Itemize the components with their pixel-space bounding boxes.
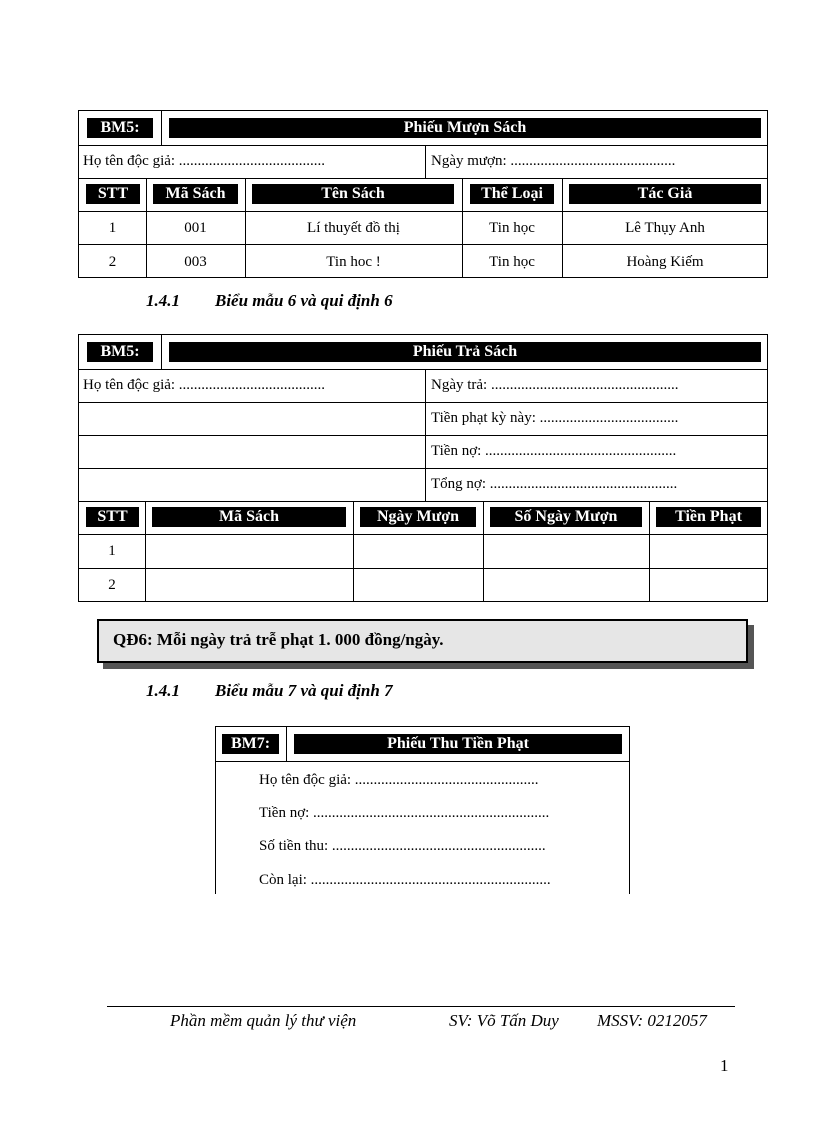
borrow-form-code: BM5: [87, 118, 153, 138]
table-cell: 001 [184, 220, 207, 236]
footer-software: Phần mềm quản lý thư viện [170, 1011, 357, 1030]
return-col-borrow-date: Ngày Mượn [360, 507, 476, 527]
fine-receipt-code: BM7: [222, 734, 279, 754]
return-form [78, 334, 768, 602]
section-heading-7-number: 1.4.1 [146, 681, 180, 700]
section-heading-7-text: Biểu mẫu 7 và qui định 7 [215, 681, 393, 700]
table-cell: Hoàng Kiếm [626, 254, 704, 270]
borrow-form [78, 110, 768, 278]
fine-receipt-title: Phiếu Thu Tiền Phạt [294, 734, 622, 754]
return-col-stt: STT [86, 507, 139, 527]
fine-reader-field[interactable]: Họ tên độc giả: ................................................. [259, 772, 539, 788]
borrow-col-author: Tác Giả [569, 184, 761, 204]
borrow-col-book-id: Mã Sách [153, 184, 238, 204]
rule-6-box: QĐ6: Mỗi ngày trả trễ phạt 1. 000 đồng/ngày. [97, 619, 748, 663]
return-col-fine: Tiền Phạt [656, 507, 761, 527]
return-form-code: BM5: [87, 342, 153, 362]
table-cell: 2 [108, 254, 117, 270]
table-cell: 2 [108, 577, 116, 593]
table-cell: 003 [184, 254, 207, 270]
return-col-borrow-days: Số Ngày Mượn [490, 507, 642, 527]
fine-debt-field[interactable]: Tiền nợ: ............................................................... [259, 805, 550, 821]
section-heading-6-text: Biểu mẫu 6 và qui định 6 [215, 291, 393, 310]
page-number: 1 [720, 1056, 729, 1075]
table-cell: Tin học [489, 220, 535, 236]
borrow-date-field[interactable]: Ngày mượn: ............................................ [431, 153, 676, 169]
footer-student: SV: Võ Tấn Duy [449, 1011, 559, 1030]
table-cell: Lê Thụy Anh [625, 220, 705, 236]
return-reader-field[interactable]: Họ tên độc giả: ....................................... [83, 377, 326, 393]
section-heading-6-number: 1.4.1 [146, 291, 180, 310]
borrow-reader-field[interactable]: Họ tên độc giả: ....................................... [83, 153, 326, 169]
table-cell: Tin hoc ! [326, 254, 381, 270]
borrow-form-title: Phiếu Mượn Sách [169, 118, 761, 138]
borrow-col-book-name: Tên Sách [252, 184, 454, 204]
debt-field[interactable]: Tiền nợ: ................................................... [431, 443, 677, 459]
total-debt-field[interactable]: Tổng nợ: .................................................. [431, 476, 678, 492]
table-cell: Lí thuyết đồ thị [307, 220, 400, 236]
fine-collected-field[interactable]: Số tiền thu: ......................................................... [259, 838, 546, 854]
return-form-title: Phiếu Trả Sách [169, 342, 761, 362]
borrow-col-category: Thể Loại [470, 184, 554, 204]
fine-receipt-form [215, 726, 630, 894]
table-cell: 1 [108, 220, 117, 236]
footer-student-id: MSSV: 0212057 [597, 1011, 707, 1030]
borrow-col-stt: STT [86, 184, 140, 204]
return-date-field[interactable]: Ngày trả: .................................................. [431, 377, 679, 393]
fine-field[interactable]: Tiền phạt kỳ này: ..................................... [431, 410, 679, 426]
footer-divider [107, 1006, 735, 1007]
fine-remaining-field[interactable]: Còn lại: ................................................................ [259, 872, 551, 888]
table-cell: 1 [108, 543, 116, 559]
return-col-book-id: Mã Sách [152, 507, 346, 527]
table-cell: Tin học [489, 254, 535, 270]
